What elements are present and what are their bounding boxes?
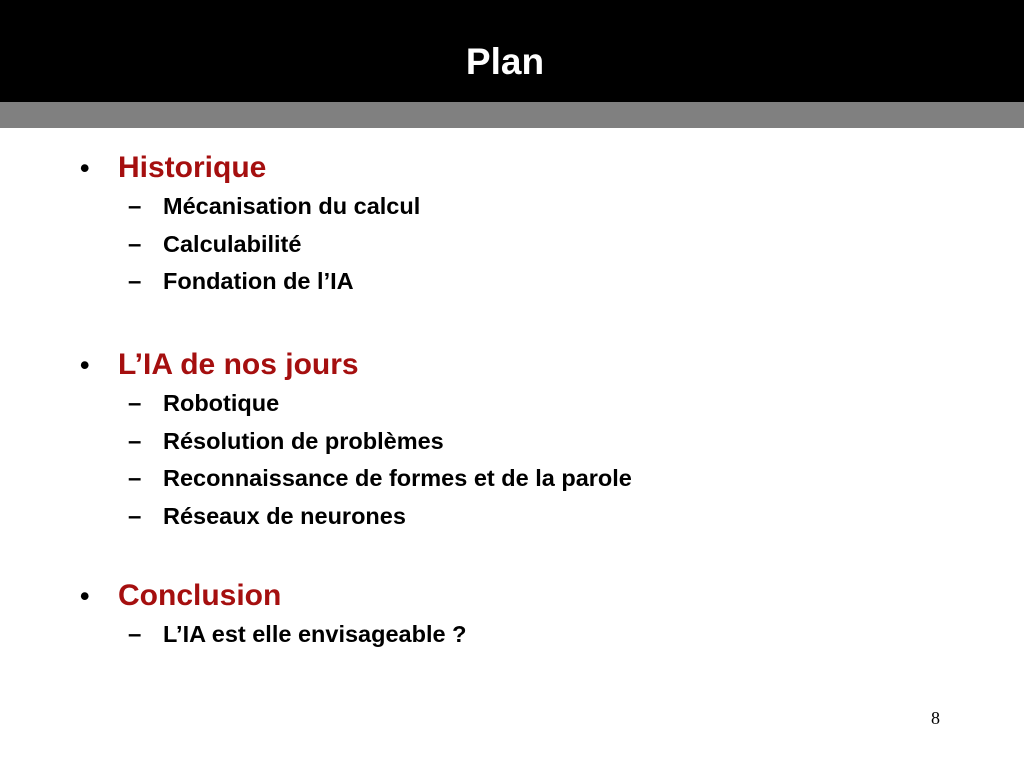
dash-icon: – xyxy=(128,465,142,492)
bullet-icon: • xyxy=(80,153,90,183)
sub-item-label: Réseaux de neurones xyxy=(163,502,406,529)
title-divider-band xyxy=(0,102,1024,128)
dash-icon: – xyxy=(128,268,142,295)
dash-icon: – xyxy=(128,390,142,417)
section-heading: Conclusion xyxy=(118,579,282,612)
sub-item-label: Reconnaissance de formes et de la parole xyxy=(163,465,632,491)
outline-section-ia-de-nos-jours xyxy=(0,345,1000,535)
slide-title: Plan xyxy=(465,41,545,82)
bullet-item xyxy=(0,148,1000,188)
sub-item xyxy=(0,385,1000,423)
sub-item xyxy=(0,460,1000,498)
sub-item-label: Résolution de problèmes xyxy=(163,427,444,454)
bullet-item xyxy=(0,576,1000,616)
bullet-icon: • xyxy=(80,350,90,380)
sub-item xyxy=(0,188,1000,226)
dash-icon: – xyxy=(128,502,142,530)
dash-icon: – xyxy=(128,230,142,258)
sub-item-label: Calculabilité xyxy=(163,230,302,257)
sub-item-label: Robotique xyxy=(163,390,280,416)
sub-item xyxy=(0,423,1000,461)
bullet-icon: • xyxy=(80,581,90,611)
section-heading: L’IA de nos jours xyxy=(118,348,359,381)
sub-item-label: Fondation de l’IA xyxy=(163,268,354,294)
sub-item-label: L’IA est elle envisageable ? xyxy=(163,621,467,647)
sub-item-label: Mécanisation du calcul xyxy=(163,193,421,219)
section-heading: Historique xyxy=(118,151,267,184)
sub-item xyxy=(0,226,1000,264)
sub-item xyxy=(0,616,1000,654)
sub-item xyxy=(0,263,1000,301)
page-number: 8 xyxy=(931,708,940,728)
dash-icon: – xyxy=(128,621,142,648)
bullet-item xyxy=(0,345,1000,385)
sub-item xyxy=(0,498,1000,536)
outline-section-conclusion xyxy=(0,576,1000,654)
dash-icon: – xyxy=(128,427,142,455)
outline-section-historique xyxy=(0,148,1000,301)
dash-icon: – xyxy=(128,193,142,220)
